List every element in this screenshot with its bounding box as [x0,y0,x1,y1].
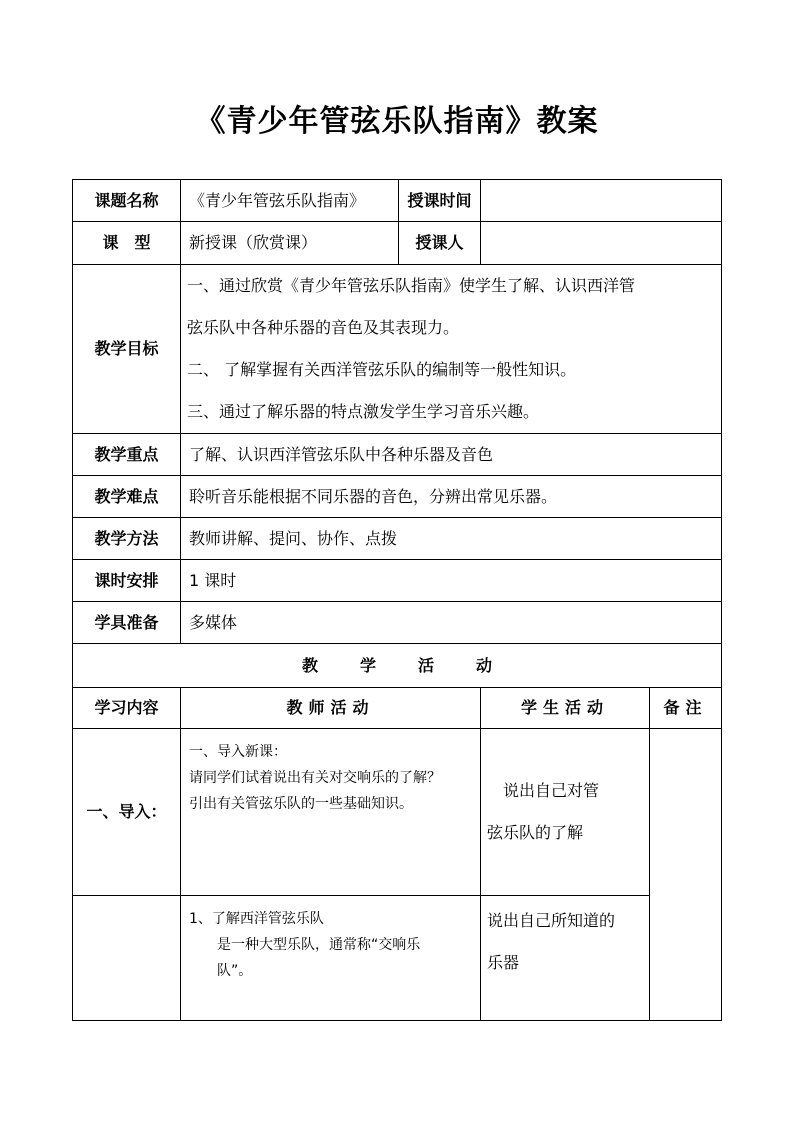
materials-label: 学具准备 [73,602,181,644]
method-label: 教学方法 [73,518,181,560]
teacher-line: 引出有关管弦乐队的一些基础知识。 [189,796,413,812]
section-label [73,896,181,1021]
teacher-line: 队”。 [217,963,253,979]
row-section-orchestra [73,896,722,1021]
header-teacher: 教师活动 [181,688,481,729]
goals-label: 教学目标 [73,265,181,434]
row-difficulty [73,476,722,518]
activities-title: 教学活动 [73,644,722,688]
key-point-label: 教学重点 [73,434,181,476]
row-topic [73,180,722,222]
student-line: 弦乐队的了解 [487,823,584,842]
row-key-point [73,434,722,476]
teacher-line: 请同学们试着说出有关对交响乐的了解？ [189,770,441,786]
row-activities-title [73,644,722,688]
row-activities-header [73,688,722,729]
key-point-value: 了解、认识西洋管弦乐队中各种乐器及音色 [181,434,722,476]
topic-label: 课题名称 [73,180,181,222]
header-student: 学生活动 [481,688,650,729]
goal-line: 一、通过欣赏《青少年管弦乐队指南》使学生了解、认识西洋管 [187,276,636,295]
row-type [73,222,722,265]
type-label: 课 型 [73,222,181,265]
student-line: 乐器 [487,953,520,972]
teacher-activity [181,896,481,1021]
time-label: 授课时间 [399,180,481,222]
header-content: 学习内容 [73,688,181,729]
teacher-activity [181,729,481,896]
student-activity [481,896,650,1021]
row-schedule [73,560,722,602]
goal-line: 二、 了解掌握有关西洋管弦乐队的编制等一般性知识。 [187,360,577,379]
student-line: 说出自己所知道的 [487,911,616,930]
row-goals [73,265,722,434]
topic-value: 《青少年管弦乐队指南》 [181,180,399,222]
notes-cell [650,729,722,1021]
student-line: 说出自己对管 [487,781,600,800]
difficulty-value: 聆听音乐能根据不同乐器的音色，分辨出常见乐器。 [181,476,722,518]
teacher-line: 是一种大型乐队，通常称“交响乐 [217,937,421,953]
teacher-line: 1、了解西洋管弦乐队 [189,911,324,927]
difficulty-label: 教学难点 [73,476,181,518]
lesson-plan-table [72,179,722,1021]
row-section-intro [73,729,722,896]
goals-value [181,265,722,434]
schedule-label: 课时安排 [73,560,181,602]
goal-line: 弦乐队中各种乐器的音色及其表现力。 [187,318,460,337]
row-materials [73,602,722,644]
teacher-value [481,222,722,265]
schedule-value: 1 课时 [181,560,722,602]
section-label: 一、导入： [73,729,181,896]
header-notes: 备注 [650,688,722,729]
page-title: 《青少年管弦乐队指南》教案 [195,104,599,139]
materials-value: 多媒体 [181,602,722,644]
teacher-line: 一、导入新课： [189,744,287,760]
row-method [73,518,722,560]
time-value [481,180,722,222]
method-value: 教师讲解、提问、协作、点拨 [181,518,722,560]
student-activity [481,729,650,896]
teacher-label: 授课人 [399,222,481,265]
type-value: 新授课（欣赏课） [181,222,399,265]
goal-line: 三、通过了解乐器的特点激发学生学习音乐兴趣。 [187,402,540,421]
